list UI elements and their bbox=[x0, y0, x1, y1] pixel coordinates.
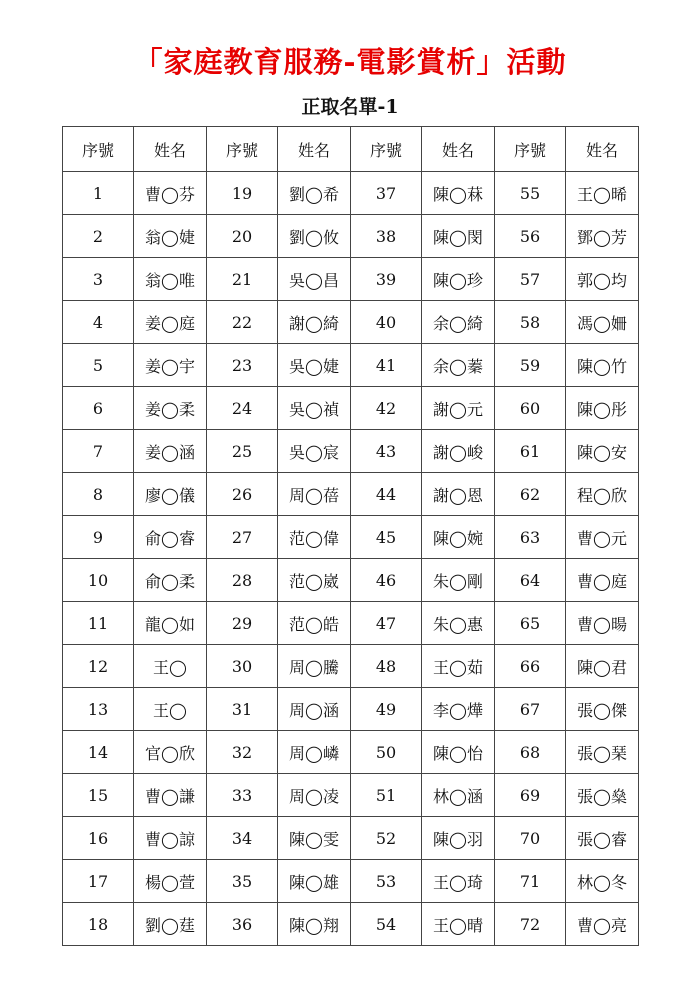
header-serial: 序號 bbox=[207, 127, 278, 172]
participant-name-cell: 翁◯唯 bbox=[134, 258, 207, 301]
serial-number-cell: 11 bbox=[63, 602, 134, 645]
serial-number-cell: 6 bbox=[63, 387, 134, 430]
participant-name-cell: 劉◯希 bbox=[278, 172, 351, 215]
table-row bbox=[63, 602, 639, 645]
table-row bbox=[63, 645, 639, 688]
participant-name-cell: 王◯琦 bbox=[422, 860, 495, 903]
serial-number-cell: 46 bbox=[351, 559, 422, 602]
serial-number-cell: 37 bbox=[351, 172, 422, 215]
participant-name-cell: 翁◯婕 bbox=[134, 215, 207, 258]
participant-name-cell: 吳◯昌 bbox=[278, 258, 351, 301]
serial-number-cell: 52 bbox=[351, 817, 422, 860]
table-row bbox=[63, 430, 639, 473]
participant-name-cell: 姜◯庭 bbox=[134, 301, 207, 344]
participant-name-cell: 鄧◯芳 bbox=[566, 215, 639, 258]
serial-number-cell: 38 bbox=[351, 215, 422, 258]
serial-number-cell: 17 bbox=[63, 860, 134, 903]
participant-name-cell: 曹◯諒 bbox=[134, 817, 207, 860]
participant-name-cell: 楊◯萱 bbox=[134, 860, 207, 903]
participant-name-cell: 李◯燁 bbox=[422, 688, 495, 731]
table-header-row bbox=[63, 127, 639, 172]
serial-number-cell: 35 bbox=[207, 860, 278, 903]
participant-name-cell: 張◯琹 bbox=[566, 731, 639, 774]
participant-name-cell: 曹◯亮 bbox=[566, 903, 639, 946]
serial-number-cell: 45 bbox=[351, 516, 422, 559]
serial-number-cell: 69 bbox=[495, 774, 566, 817]
participant-name-cell: 周◯騰 bbox=[278, 645, 351, 688]
serial-number-cell: 33 bbox=[207, 774, 278, 817]
participant-name-cell: 陳◯閔 bbox=[422, 215, 495, 258]
serial-number-cell: 2 bbox=[63, 215, 134, 258]
participant-name-cell: 陳◯雄 bbox=[278, 860, 351, 903]
participant-name-cell: 陳◯雯 bbox=[278, 817, 351, 860]
participant-name-cell: 謝◯元 bbox=[422, 387, 495, 430]
serial-number-cell: 65 bbox=[495, 602, 566, 645]
serial-number-cell: 42 bbox=[351, 387, 422, 430]
serial-number-cell: 8 bbox=[63, 473, 134, 516]
serial-number-cell: 15 bbox=[63, 774, 134, 817]
participant-name-cell: 陳◯婉 bbox=[422, 516, 495, 559]
serial-number-cell: 22 bbox=[207, 301, 278, 344]
table-row bbox=[63, 817, 639, 860]
serial-number-cell: 7 bbox=[63, 430, 134, 473]
list-subtitle: 正取名單-1 bbox=[301, 96, 399, 118]
participant-name-cell: 王◯茹 bbox=[422, 645, 495, 688]
participant-name-cell: 周◯涵 bbox=[278, 688, 351, 731]
serial-number-cell: 24 bbox=[207, 387, 278, 430]
participant-name-cell: 陳◯君 bbox=[566, 645, 639, 688]
participant-name-cell: 姜◯涵 bbox=[134, 430, 207, 473]
participant-name-cell: 姜◯宇 bbox=[134, 344, 207, 387]
participant-name-cell: 吳◯禎 bbox=[278, 387, 351, 430]
participant-name-cell: 郭◯均 bbox=[566, 258, 639, 301]
participant-name-cell: 陳◯竹 bbox=[566, 344, 639, 387]
table-row bbox=[63, 774, 639, 817]
table-body bbox=[63, 172, 639, 946]
participant-name-cell: 王◯ bbox=[134, 688, 207, 731]
participant-name-cell: 陳◯翔 bbox=[278, 903, 351, 946]
table-row bbox=[63, 731, 639, 774]
participant-name-cell: 林◯冬 bbox=[566, 860, 639, 903]
enrollment-table bbox=[62, 126, 639, 946]
serial-number-cell: 61 bbox=[495, 430, 566, 473]
participant-name-cell: 劉◯莛 bbox=[134, 903, 207, 946]
participant-name-cell: 陳◯怡 bbox=[422, 731, 495, 774]
serial-number-cell: 32 bbox=[207, 731, 278, 774]
participant-name-cell: 王◯晞 bbox=[566, 172, 639, 215]
participant-name-cell: 陳◯彤 bbox=[566, 387, 639, 430]
serial-number-cell: 4 bbox=[63, 301, 134, 344]
participant-name-cell: 朱◯剛 bbox=[422, 559, 495, 602]
serial-number-cell: 23 bbox=[207, 344, 278, 387]
participant-name-cell: 周◯嶙 bbox=[278, 731, 351, 774]
header-name: 姓名 bbox=[422, 127, 495, 172]
participant-name-cell: 范◯崴 bbox=[278, 559, 351, 602]
serial-number-cell: 44 bbox=[351, 473, 422, 516]
serial-number-cell: 71 bbox=[495, 860, 566, 903]
table-row bbox=[63, 301, 639, 344]
serial-number-cell: 3 bbox=[63, 258, 134, 301]
serial-number-cell: 56 bbox=[495, 215, 566, 258]
serial-number-cell: 60 bbox=[495, 387, 566, 430]
header-name: 姓名 bbox=[566, 127, 639, 172]
participant-name-cell: 周◯蓓 bbox=[278, 473, 351, 516]
participant-name-cell: 陳◯安 bbox=[566, 430, 639, 473]
participant-name-cell: 吳◯婕 bbox=[278, 344, 351, 387]
serial-number-cell: 19 bbox=[207, 172, 278, 215]
serial-number-cell: 21 bbox=[207, 258, 278, 301]
participant-name-cell: 張◯燊 bbox=[566, 774, 639, 817]
participant-name-cell: 馮◯姍 bbox=[566, 301, 639, 344]
serial-number-cell: 63 bbox=[495, 516, 566, 559]
participant-name-cell: 王◯晴 bbox=[422, 903, 495, 946]
table-row bbox=[63, 860, 639, 903]
serial-number-cell: 62 bbox=[495, 473, 566, 516]
serial-number-cell: 59 bbox=[495, 344, 566, 387]
serial-number-cell: 51 bbox=[351, 774, 422, 817]
participant-name-cell: 張◯傑 bbox=[566, 688, 639, 731]
participant-name-cell: 曹◯謙 bbox=[134, 774, 207, 817]
participant-name-cell: 劉◯攸 bbox=[278, 215, 351, 258]
serial-number-cell: 48 bbox=[351, 645, 422, 688]
table-row bbox=[63, 516, 639, 559]
serial-number-cell: 58 bbox=[495, 301, 566, 344]
serial-number-cell: 53 bbox=[351, 860, 422, 903]
header-serial: 序號 bbox=[351, 127, 422, 172]
table-row bbox=[63, 473, 639, 516]
serial-number-cell: 28 bbox=[207, 559, 278, 602]
serial-number-cell: 20 bbox=[207, 215, 278, 258]
participant-name-cell: 余◯蓁 bbox=[422, 344, 495, 387]
serial-number-cell: 29 bbox=[207, 602, 278, 645]
table-row bbox=[63, 903, 639, 946]
participant-name-cell: 曹◯芬 bbox=[134, 172, 207, 215]
header-serial: 序號 bbox=[63, 127, 134, 172]
table-row bbox=[63, 688, 639, 731]
header-name: 姓名 bbox=[134, 127, 207, 172]
participant-name-cell: 俞◯睿 bbox=[134, 516, 207, 559]
serial-number-cell: 1 bbox=[63, 172, 134, 215]
participant-name-cell: 張◯睿 bbox=[566, 817, 639, 860]
table-row bbox=[63, 172, 639, 215]
serial-number-cell: 67 bbox=[495, 688, 566, 731]
serial-number-cell: 36 bbox=[207, 903, 278, 946]
serial-number-cell: 39 bbox=[351, 258, 422, 301]
participant-name-cell: 廖◯儀 bbox=[134, 473, 207, 516]
participant-name-cell: 龍◯如 bbox=[134, 602, 207, 645]
serial-number-cell: 5 bbox=[63, 344, 134, 387]
table-row bbox=[63, 215, 639, 258]
participant-name-cell: 陳◯羽 bbox=[422, 817, 495, 860]
participant-name-cell: 范◯皓 bbox=[278, 602, 351, 645]
participant-name-cell: 曹◯庭 bbox=[566, 559, 639, 602]
serial-number-cell: 9 bbox=[63, 516, 134, 559]
serial-number-cell: 26 bbox=[207, 473, 278, 516]
table-row bbox=[63, 258, 639, 301]
serial-number-cell: 18 bbox=[63, 903, 134, 946]
table-row bbox=[63, 387, 639, 430]
participant-name-cell: 林◯涵 bbox=[422, 774, 495, 817]
serial-number-cell: 70 bbox=[495, 817, 566, 860]
serial-number-cell: 54 bbox=[351, 903, 422, 946]
header-serial: 序號 bbox=[495, 127, 566, 172]
serial-number-cell: 13 bbox=[63, 688, 134, 731]
participant-name-cell: 姜◯柔 bbox=[134, 387, 207, 430]
header-name: 姓名 bbox=[278, 127, 351, 172]
serial-number-cell: 57 bbox=[495, 258, 566, 301]
participant-name-cell: 陳◯菻 bbox=[422, 172, 495, 215]
participant-name-cell: 范◯偉 bbox=[278, 516, 351, 559]
participant-name-cell: 俞◯柔 bbox=[134, 559, 207, 602]
serial-number-cell: 47 bbox=[351, 602, 422, 645]
serial-number-cell: 12 bbox=[63, 645, 134, 688]
participant-name-cell: 王◯ bbox=[134, 645, 207, 688]
serial-number-cell: 30 bbox=[207, 645, 278, 688]
serial-number-cell: 40 bbox=[351, 301, 422, 344]
participant-name-cell: 曹◯元 bbox=[566, 516, 639, 559]
serial-number-cell: 55 bbox=[495, 172, 566, 215]
participant-name-cell: 謝◯恩 bbox=[422, 473, 495, 516]
serial-number-cell: 25 bbox=[207, 430, 278, 473]
participant-name-cell: 周◯凌 bbox=[278, 774, 351, 817]
serial-number-cell: 68 bbox=[495, 731, 566, 774]
serial-number-cell: 49 bbox=[351, 688, 422, 731]
serial-number-cell: 43 bbox=[351, 430, 422, 473]
serial-number-cell: 14 bbox=[63, 731, 134, 774]
serial-number-cell: 31 bbox=[207, 688, 278, 731]
participant-name-cell: 謝◯峻 bbox=[422, 430, 495, 473]
table-row bbox=[63, 344, 639, 387]
page-title: 「家庭教育服務-電影賞析」活動 bbox=[133, 45, 567, 79]
participant-name-cell: 程◯欣 bbox=[566, 473, 639, 516]
participant-name-cell: 吳◯宸 bbox=[278, 430, 351, 473]
serial-number-cell: 66 bbox=[495, 645, 566, 688]
serial-number-cell: 41 bbox=[351, 344, 422, 387]
participant-name-cell: 陳◯珍 bbox=[422, 258, 495, 301]
participant-name-cell: 余◯綺 bbox=[422, 301, 495, 344]
participant-name-cell: 曹◯暘 bbox=[566, 602, 639, 645]
participant-name-cell: 朱◯惠 bbox=[422, 602, 495, 645]
serial-number-cell: 16 bbox=[63, 817, 134, 860]
serial-number-cell: 27 bbox=[207, 516, 278, 559]
participant-name-cell: 謝◯綺 bbox=[278, 301, 351, 344]
serial-number-cell: 10 bbox=[63, 559, 134, 602]
serial-number-cell: 50 bbox=[351, 731, 422, 774]
serial-number-cell: 64 bbox=[495, 559, 566, 602]
serial-number-cell: 72 bbox=[495, 903, 566, 946]
table-row bbox=[63, 559, 639, 602]
serial-number-cell: 34 bbox=[207, 817, 278, 860]
participant-name-cell: 官◯欣 bbox=[134, 731, 207, 774]
